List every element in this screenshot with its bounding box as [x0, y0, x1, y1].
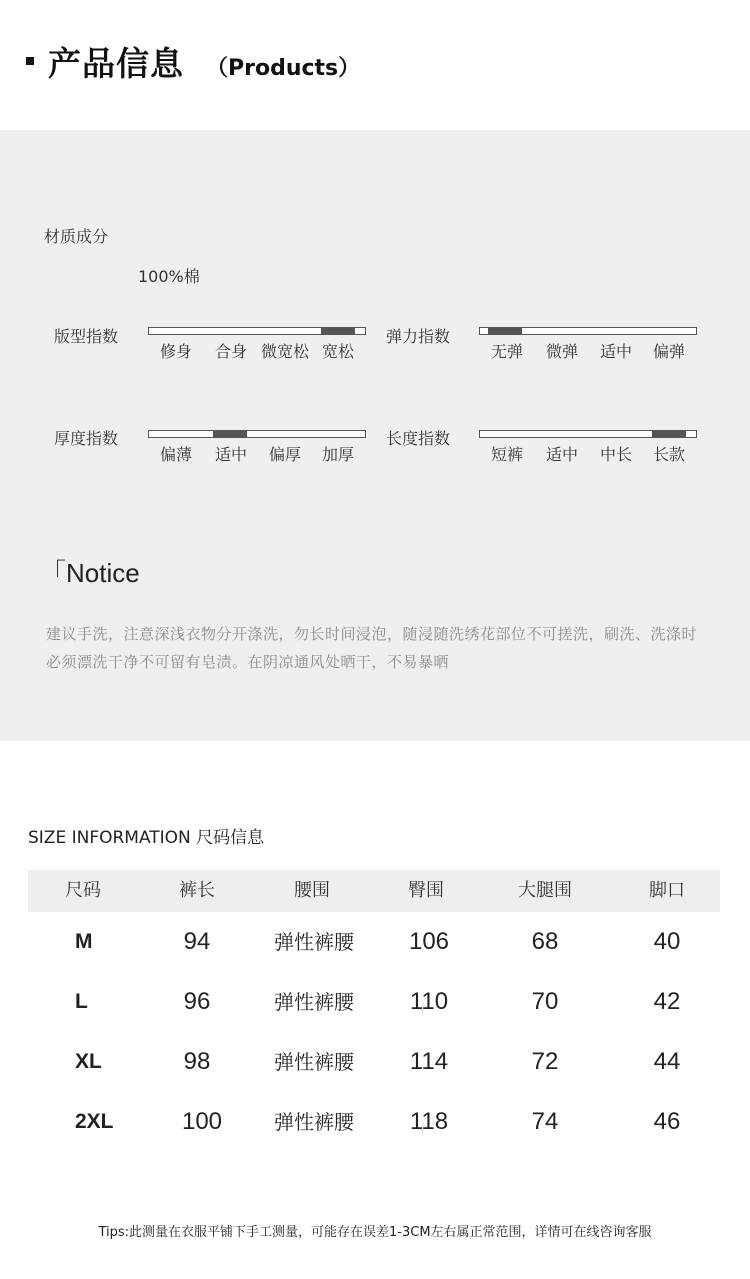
length-option-medium: 适中	[545, 445, 578, 464]
thickness-option-extra-thick: 加厚	[321, 445, 354, 464]
cell-length: 96	[183, 988, 211, 1015]
fit-option-loose: 宽松	[321, 342, 354, 361]
material-label: 材质成分	[44, 227, 109, 246]
cell-size: L	[75, 990, 88, 1013]
length-option-long: 长款	[652, 445, 685, 464]
cell-hem: 44	[653, 1048, 681, 1075]
page-title: 产品信息	[48, 44, 184, 83]
cell-length: 98	[183, 1048, 211, 1075]
header-hem: 脚口	[649, 880, 685, 901]
cell-waist: 弹性裤腰	[274, 990, 354, 1014]
cell-hip: 110	[409, 988, 449, 1015]
cell-size: XL	[75, 1050, 102, 1073]
length-option-mid-long: 中长	[599, 445, 632, 464]
thickness-option-thick: 偏厚	[268, 445, 301, 464]
header-waist: 腰围	[294, 880, 330, 901]
table-row	[28, 972, 720, 1032]
elasticity-option-high: 偏弹	[652, 342, 685, 361]
elasticity-option-none: 无弹	[490, 342, 523, 361]
cell-length: 100	[181, 1108, 223, 1135]
cell-hem: 42	[653, 988, 681, 1015]
fit-option-slightly-loose: 微宽松	[260, 342, 309, 361]
cell-thigh: 74	[531, 1108, 559, 1135]
length-option-shorts: 短裤	[490, 445, 523, 464]
table-row	[28, 1032, 720, 1092]
size-table	[28, 870, 720, 1152]
thickness-index-marker	[213, 430, 247, 438]
cell-size: 2XL	[75, 1110, 114, 1133]
notice-text: 建议手洗，注意深浅衣物分开涤洗，勿长时间浸泡，随浸随洗绣花部位不可搓洗，刷洗、洗涤时必须漂洗干净不可留有皂渍。在阴凉通风处晒干，不易暴晒	[46, 625, 698, 671]
notice-title: 「Notice	[40, 558, 140, 588]
thickness-option-thin: 偏薄	[159, 445, 192, 464]
cell-waist: 弹性裤腰	[274, 1050, 354, 1074]
fit-option-slim: 修身	[159, 342, 192, 361]
elasticity-index-marker	[488, 327, 522, 335]
page-header	[0, 0, 750, 130]
table-row	[28, 1092, 720, 1152]
cell-waist: 弹性裤腰	[274, 1110, 354, 1134]
cell-waist: 弹性裤腰	[274, 930, 354, 954]
elasticity-index-bar	[479, 327, 697, 335]
thickness-option-medium: 适中	[214, 445, 247, 464]
thickness-index-label: 厚度指数	[54, 429, 119, 448]
elasticity-index-label: 弹力指数	[386, 327, 451, 346]
product-info-panel	[0, 130, 750, 741]
measurement-tips: Tips:此测量在衣服平铺下手工测量，可能存在误差1-3CM左右属正常范围，详情可在线咨询客服	[98, 1225, 652, 1240]
cell-size: M	[75, 930, 93, 953]
header-size: 尺码	[65, 880, 101, 901]
header-thigh: 大腿围	[518, 880, 572, 901]
table-row	[28, 912, 720, 972]
cell-hip: 106	[408, 928, 450, 955]
elasticity-option-medium: 适中	[599, 342, 632, 361]
title-bullet	[26, 57, 34, 65]
size-info-title: SIZE INFORMATION 尺码信息	[28, 828, 265, 848]
fit-index-bar	[148, 327, 366, 335]
cell-hem: 46	[653, 1108, 681, 1135]
cell-hip: 114	[409, 1048, 449, 1075]
material-value: 100%棉	[138, 267, 200, 286]
length-index-label: 长度指数	[386, 429, 451, 448]
page-title-en: （Products）	[206, 56, 361, 81]
size-table-header	[28, 870, 720, 912]
cell-length: 94	[183, 928, 211, 955]
length-index-marker	[652, 430, 686, 438]
length-index-bar	[479, 430, 697, 438]
fit-option-regular: 合身	[214, 342, 247, 361]
cell-hip: 118	[409, 1108, 449, 1135]
header-hip: 臀围	[408, 880, 444, 901]
thickness-index-bar	[148, 430, 366, 438]
cell-thigh: 68	[531, 928, 559, 955]
cell-hem: 40	[653, 928, 681, 955]
cell-thigh: 70	[531, 988, 559, 1015]
fit-index-marker	[321, 327, 355, 335]
cell-thigh: 72	[531, 1048, 559, 1075]
fit-index-label: 版型指数	[54, 327, 119, 346]
header-length: 裤长	[179, 880, 215, 901]
elasticity-option-slight: 微弹	[545, 342, 578, 361]
